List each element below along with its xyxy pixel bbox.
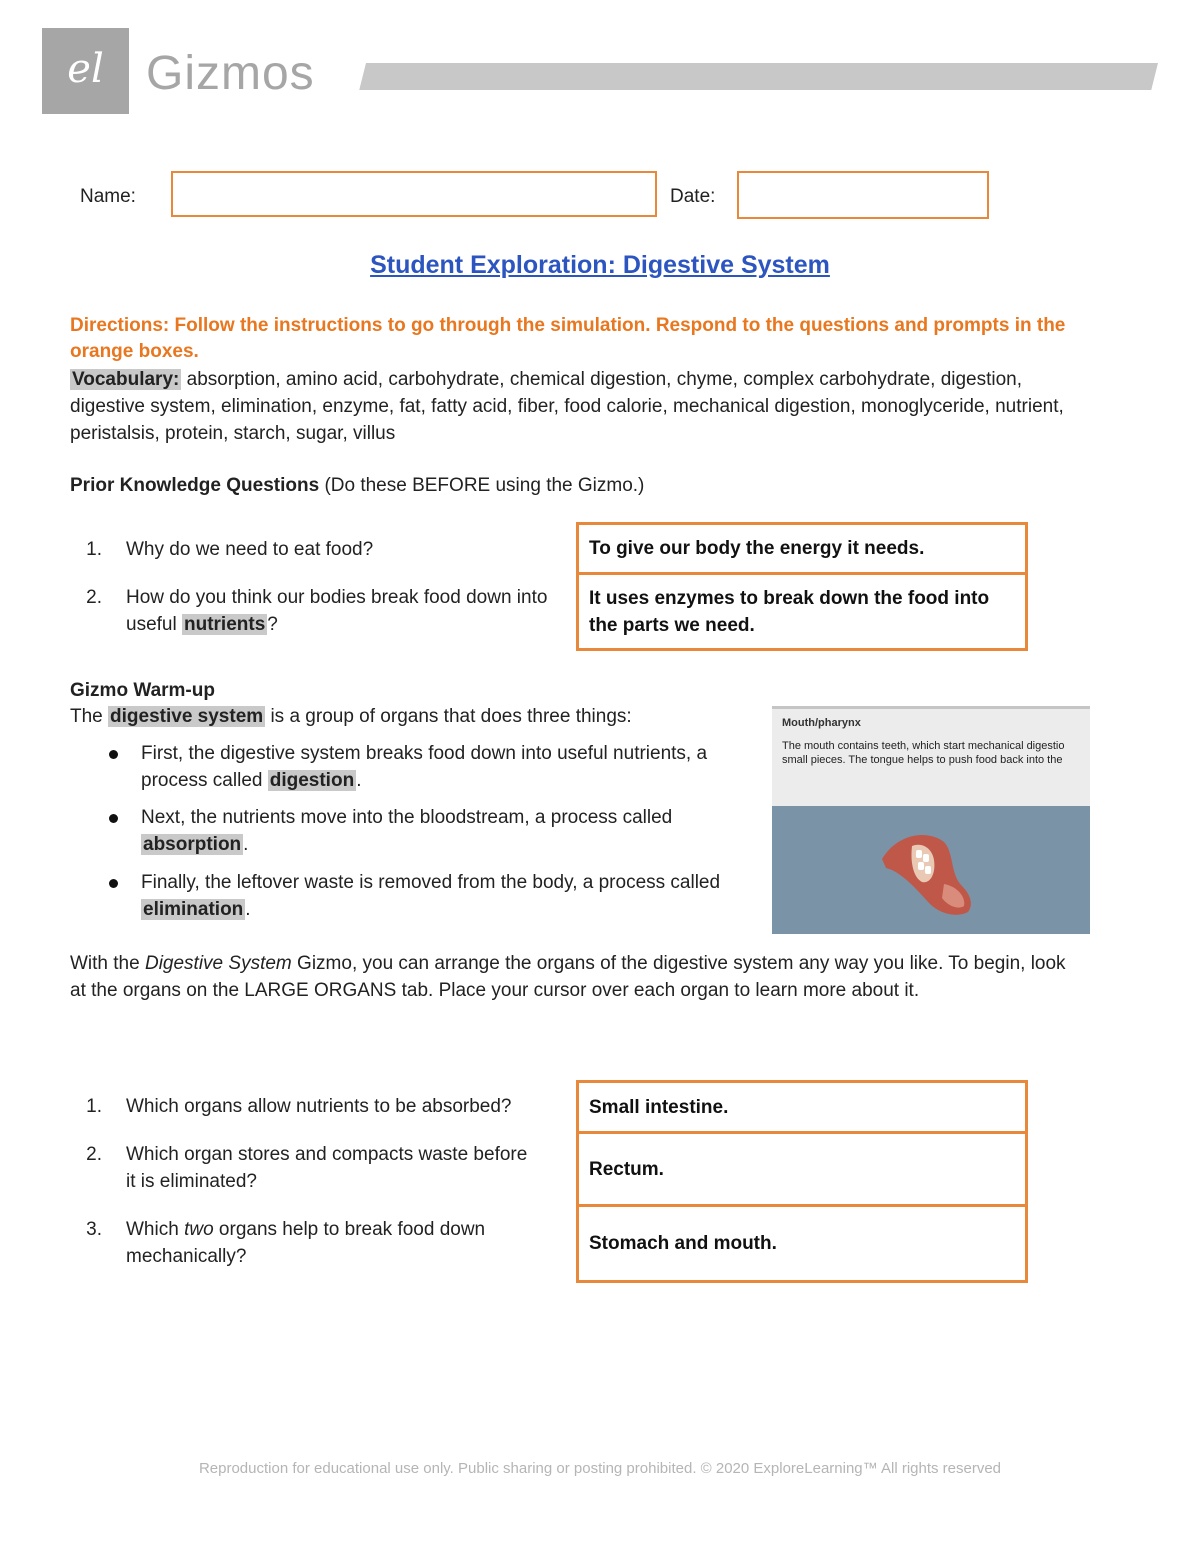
bullet-dot-icon [109, 814, 118, 823]
gizmo-intro-b: Gizmo, you can arrange the organs of the digestive system any way you like. To begin, look at the organs on the LARGE ORGANS tab. Place your cursor over each organ to learn more about it. [70, 953, 1066, 1001]
organ-q3-text-b: organs help to break food down mechanically? [126, 1219, 486, 1267]
organ-q3-text-a: Which [126, 1219, 185, 1240]
gizmo-info-line-2: small pieces. The tongue helps to push food back into the [782, 754, 1063, 766]
bullet-1-text-a: First, the digestive system breaks food down into useful nutrients, a process called [141, 743, 708, 791]
pk-q1-number: 1. [86, 539, 102, 560]
bullet-1-highlight: digestion [269, 770, 355, 791]
name-field[interactable] [171, 171, 657, 217]
prior-knowledge-heading-row [70, 472, 644, 499]
footer-copyright: Reproduction for educational use only. Public sharing or posting prohibited. © 2020 ExploreLearning™ All rights reserved [198, 1460, 1002, 1477]
organ-q3-number: 3. [86, 1219, 102, 1240]
pk-q2-text-a: How do you think our bodies break food down into useful [126, 587, 548, 635]
bullet-dot-icon [109, 879, 118, 888]
prior-knowledge-answer-table [576, 522, 1028, 651]
pk-answer-2[interactable]: It uses enzymes to break down the food into the parts we need. [578, 574, 1027, 650]
organ-answer-3[interactable]: Stomach and mouth. [578, 1206, 1027, 1282]
organ-q3-text [126, 1216, 556, 1270]
bullet-3-text-a: Finally, the leftover waste is removed from the body, a process called [141, 872, 721, 893]
organ-answer-1[interactable]: Small intestine. [578, 1082, 1027, 1133]
bullet-2-highlight: absorption [143, 834, 242, 855]
gizmo-info-text [782, 739, 1090, 767]
bullet-2-text-a: Next, the nutrients move into the bloodstream, a process called [141, 807, 673, 828]
pk-q1-text: Why do we need to eat food? [126, 539, 374, 560]
organ-q2-number: 2. [86, 1144, 102, 1165]
warmup-bullet-3 [141, 869, 751, 923]
pk-q2-highlight: nutrients [183, 614, 266, 635]
organ-answer-table [576, 1080, 1028, 1283]
vocabulary-label: Vocabulary: [72, 369, 180, 390]
bullet-3-text-b: . [245, 899, 251, 920]
gizmo-info-panel [772, 706, 1090, 806]
organ-q3-italic: two [184, 1219, 214, 1240]
date-field[interactable] [737, 171, 989, 219]
warmup-intro [70, 703, 760, 730]
pk-q2-text [126, 584, 571, 638]
pk-answer-1[interactable]: To give our body the energy it needs. [578, 524, 1027, 574]
warmup-heading: Gizmo Warm-up [70, 680, 215, 701]
organ-q1-text: Which organs allow nutrients to be absorbed? [126, 1096, 512, 1117]
pk-q2-number: 2. [86, 587, 102, 608]
vocabulary-terms: absorption, amino acid, carbohydrate, chemical digestion, chyme, complex carbohydrate, digestion, digestive system, elimination, enzyme, fat, fatty acid, fiber, food calorie, mechanical digestion, monoglyceride, nutrient, peristalsis, protein, starch, sugar, villus [70, 369, 1064, 444]
directions-text: Directions: Follow the instructions to go through the simulation. Respond to the questions and prompts in the orange boxes. [70, 315, 1066, 362]
prior-knowledge-heading: Prior Knowledge Questions [70, 475, 320, 496]
date-label: Date: [670, 186, 716, 207]
bullet-3-highlight: elimination [143, 899, 244, 920]
bullet-1-text-b: . [356, 770, 362, 791]
organ-q2-text: Which organ stores and compacts waste before it is eliminated? [126, 1144, 528, 1192]
vocabulary-block [70, 366, 1080, 447]
organ-q1-number: 1. [86, 1096, 102, 1117]
explorelearning-logo-icon: el [67, 46, 104, 92]
brand-name: Gizmos [146, 47, 315, 100]
warmup-bullet-2 [141, 804, 711, 858]
warmup-intro-b: is a group of organs that does three things: [265, 706, 632, 727]
gizmo-info-title: Mouth/pharynx [782, 717, 861, 729]
warmup-intro-highlight: digestive system [110, 706, 264, 727]
pk-q2-text-b: ? [267, 614, 278, 635]
prior-knowledge-note: (Do these BEFORE using the Gizmo.) [324, 475, 645, 496]
gizmo-info-line-1: The mouth contains teeth, which start mechanical digestio [782, 740, 1065, 752]
name-label: Name: [80, 186, 136, 207]
bullet-2-text-b: . [243, 834, 249, 855]
warmup-intro-a: The [70, 706, 109, 727]
bullet-dot-icon [109, 750, 118, 759]
header-bar [359, 63, 1158, 90]
organ-answer-2[interactable]: Rectum. [578, 1133, 1027, 1206]
gizmo-screenshot [772, 706, 1090, 934]
mouth-organ-icon [872, 824, 982, 919]
gizmo-intro-italic: Digestive System [144, 953, 292, 974]
page-title: Student Exploration: Digestive System [370, 251, 830, 279]
warmup-bullet-1 [141, 740, 741, 794]
gizmo-intro-paragraph [70, 950, 1080, 1004]
gizmo-intro-a: With the [70, 953, 145, 974]
